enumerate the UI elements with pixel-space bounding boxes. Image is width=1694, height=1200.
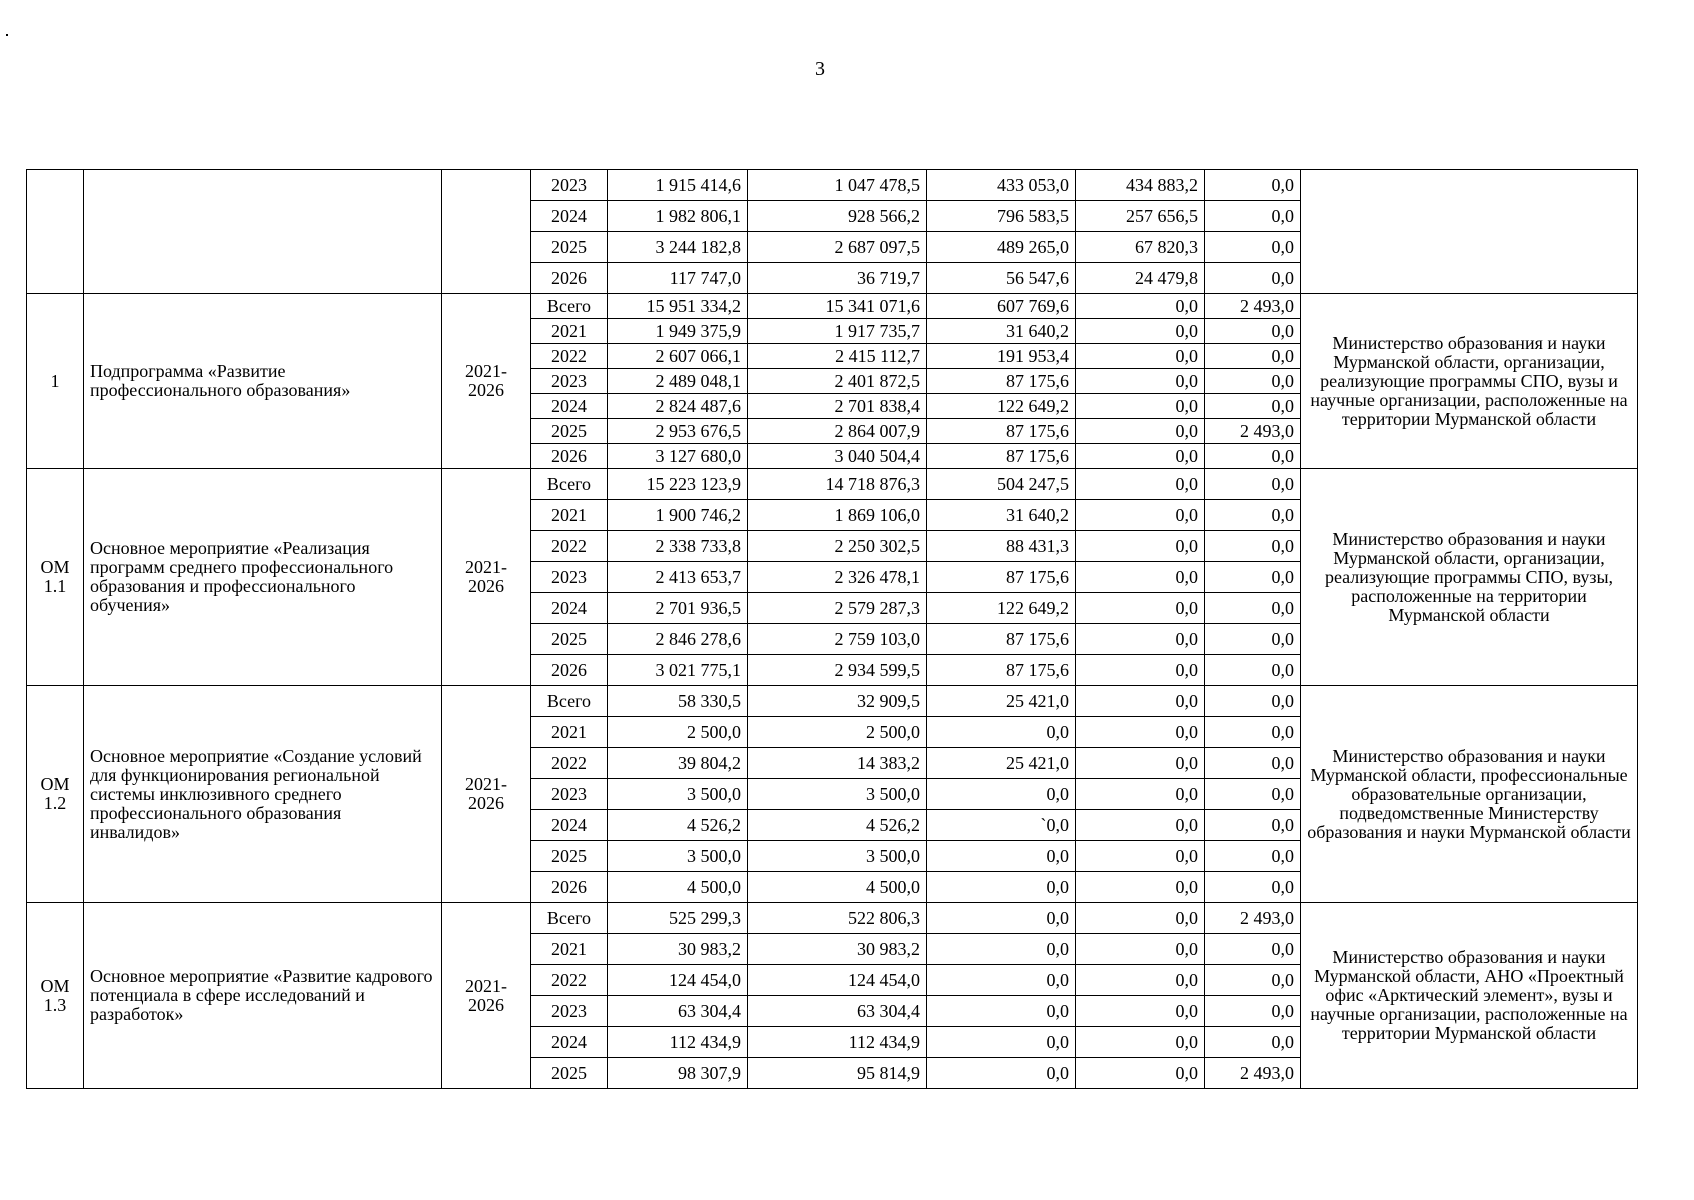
year-cell: 2023	[531, 779, 608, 810]
federal-budget-cell: 0,0	[927, 872, 1076, 903]
total-cell: 2 338 733,8	[608, 531, 748, 562]
local-budget-cell: 0,0	[1076, 319, 1205, 344]
section-name: Подпрограмма «Развитие профессионального образования»	[84, 294, 442, 469]
total-cell: 4 526,2	[608, 810, 748, 841]
regional-budget-cell: 63 304,4	[748, 996, 927, 1027]
year-cell: 2025	[531, 419, 608, 444]
total-cell: 2 607 066,1	[608, 344, 748, 369]
total-cell: 1 900 746,2	[608, 500, 748, 531]
local-budget-cell: 0,0	[1076, 717, 1205, 748]
year-cell: 2021	[531, 500, 608, 531]
regional-budget-cell: 2 759 103,0	[748, 624, 927, 655]
local-budget-cell: 0,0	[1076, 996, 1205, 1027]
federal-budget-cell: 87 175,6	[927, 369, 1076, 394]
other-sources-cell: 0,0	[1205, 996, 1301, 1027]
other-sources-cell: 0,0	[1205, 469, 1301, 500]
section-executor: Министерство образования и науки Мурманской области, АНО «Проектный офис «Арктический элемент», вузы и научные организации, расположенные на территории Мурманской области	[1301, 903, 1638, 1089]
section-number: 1	[27, 294, 84, 469]
table-row	[27, 903, 1638, 934]
other-sources-cell: 0,0	[1205, 263, 1301, 294]
regional-budget-cell: 3 500,0	[748, 841, 927, 872]
section-name: Основное мероприятие «Создание условий для функционирования региональной системы инклюзивного среднего профессионального образования инвалидов»	[84, 686, 442, 903]
scan-speck	[6, 34, 8, 36]
other-sources-cell: 0,0	[1205, 934, 1301, 965]
regional-budget-cell: 2 500,0	[748, 717, 927, 748]
year-cell: Всего	[531, 294, 608, 319]
regional-budget-cell: 4 526,2	[748, 810, 927, 841]
section-executor: Министерство образования и науки Мурманской области, профессиональные образовательные организации, подведомственные Министерству образования и науки Мурманской области	[1301, 686, 1638, 903]
table-row	[27, 686, 1638, 717]
other-sources-cell: 0,0	[1205, 748, 1301, 779]
year-cell: 2023	[531, 562, 608, 593]
regional-budget-cell: 124 454,0	[748, 965, 927, 996]
table-row	[27, 170, 1638, 201]
local-budget-cell: 434 883,2	[1076, 170, 1205, 201]
local-budget-cell: 0,0	[1076, 419, 1205, 444]
federal-budget-cell: 504 247,5	[927, 469, 1076, 500]
other-sources-cell: 0,0	[1205, 394, 1301, 419]
year-cell: 2024	[531, 394, 608, 419]
total-cell: 3 244 182,8	[608, 232, 748, 263]
local-budget-cell: 0,0	[1076, 1027, 1205, 1058]
federal-budget-cell: 191 953,4	[927, 344, 1076, 369]
other-sources-cell: 0,0	[1205, 232, 1301, 263]
year-cell: 2021	[531, 319, 608, 344]
federal-budget-cell: `0,0	[927, 810, 1076, 841]
other-sources-cell: 0,0	[1205, 201, 1301, 232]
year-cell: Всего	[531, 469, 608, 500]
federal-budget-cell: 122 649,2	[927, 394, 1076, 419]
federal-budget-cell: 87 175,6	[927, 655, 1076, 686]
local-budget-cell: 0,0	[1076, 655, 1205, 686]
federal-budget-cell: 0,0	[927, 717, 1076, 748]
table-row	[27, 469, 1638, 500]
federal-budget-cell: 56 547,6	[927, 263, 1076, 294]
year-cell: 2023	[531, 996, 608, 1027]
table-row	[27, 294, 1638, 319]
section-name: Основное мероприятие «Развитие кадрового потенциала в сфере исследований и разработок»	[84, 903, 442, 1089]
other-sources-cell: 0,0	[1205, 686, 1301, 717]
total-cell: 124 454,0	[608, 965, 748, 996]
other-sources-cell: 0,0	[1205, 841, 1301, 872]
federal-budget-cell: 0,0	[927, 903, 1076, 934]
year-cell: 2026	[531, 444, 608, 469]
year-cell: 2026	[531, 263, 608, 294]
year-cell: 2025	[531, 841, 608, 872]
local-budget-cell: 0,0	[1076, 624, 1205, 655]
federal-budget-cell: 87 175,6	[927, 419, 1076, 444]
regional-budget-cell: 112 434,9	[748, 1027, 927, 1058]
federal-budget-cell: 25 421,0	[927, 748, 1076, 779]
section-period: 2021- 2026	[442, 294, 531, 469]
other-sources-cell: 2 493,0	[1205, 1058, 1301, 1089]
regional-budget-cell: 2 579 287,3	[748, 593, 927, 624]
local-budget-cell: 0,0	[1076, 531, 1205, 562]
total-cell: 39 804,2	[608, 748, 748, 779]
year-cell: Всего	[531, 686, 608, 717]
federal-budget-cell: 88 431,3	[927, 531, 1076, 562]
year-cell: 2024	[531, 1027, 608, 1058]
section-number: ОМ 1.1	[27, 469, 84, 686]
local-budget-cell: 0,0	[1076, 934, 1205, 965]
other-sources-cell: 0,0	[1205, 810, 1301, 841]
regional-budget-cell: 36 719,7	[748, 263, 927, 294]
regional-budget-cell: 522 806,3	[748, 903, 927, 934]
section-period: 2021- 2026	[442, 903, 531, 1089]
year-cell: 2024	[531, 810, 608, 841]
regional-budget-cell: 1 869 106,0	[748, 500, 927, 531]
section-number: ОМ 1.3	[27, 903, 84, 1089]
other-sources-cell: 0,0	[1205, 1027, 1301, 1058]
total-cell: 112 434,9	[608, 1027, 748, 1058]
section-executor: Министерство образования и науки Мурманской области, организации, реализующие программы СПО, вузы и научные организации, расположенные на территории Мурманской области	[1301, 294, 1638, 469]
local-budget-cell: 0,0	[1076, 810, 1205, 841]
local-budget-cell: 0,0	[1076, 841, 1205, 872]
federal-budget-cell: 0,0	[927, 841, 1076, 872]
year-cell: 2025	[531, 232, 608, 263]
regional-budget-cell: 1 917 735,7	[748, 319, 927, 344]
year-cell: 2021	[531, 934, 608, 965]
federal-budget-cell: 31 640,2	[927, 319, 1076, 344]
regional-budget-cell: 2 934 599,5	[748, 655, 927, 686]
regional-budget-cell: 2 401 872,5	[748, 369, 927, 394]
regional-budget-cell: 95 814,9	[748, 1058, 927, 1089]
year-cell: 2025	[531, 1058, 608, 1089]
total-cell: 2 489 048,1	[608, 369, 748, 394]
federal-budget-cell: 87 175,6	[927, 444, 1076, 469]
federal-budget-cell: 0,0	[927, 1058, 1076, 1089]
year-cell: 2022	[531, 965, 608, 996]
blank-executor-cell	[1301, 170, 1638, 294]
local-budget-cell: 0,0	[1076, 369, 1205, 394]
regional-budget-cell: 2 415 112,7	[748, 344, 927, 369]
total-cell: 1 915 414,6	[608, 170, 748, 201]
total-cell: 3 021 775,1	[608, 655, 748, 686]
total-cell: 30 983,2	[608, 934, 748, 965]
other-sources-cell: 0,0	[1205, 319, 1301, 344]
regional-budget-cell: 15 341 071,6	[748, 294, 927, 319]
total-cell: 2 953 676,5	[608, 419, 748, 444]
regional-budget-cell: 32 909,5	[748, 686, 927, 717]
total-cell: 3 127 680,0	[608, 444, 748, 469]
year-cell: 2025	[531, 624, 608, 655]
total-cell: 2 500,0	[608, 717, 748, 748]
total-cell: 63 304,4	[608, 996, 748, 1027]
other-sources-cell: 0,0	[1205, 965, 1301, 996]
federal-budget-cell: 25 421,0	[927, 686, 1076, 717]
regional-budget-cell: 14 383,2	[748, 748, 927, 779]
other-sources-cell: 0,0	[1205, 624, 1301, 655]
other-sources-cell: 2 493,0	[1205, 294, 1301, 319]
local-budget-cell: 0,0	[1076, 872, 1205, 903]
federal-budget-cell: 0,0	[927, 934, 1076, 965]
federal-budget-cell: 0,0	[927, 1027, 1076, 1058]
local-budget-cell: 0,0	[1076, 686, 1205, 717]
local-budget-cell: 0,0	[1076, 903, 1205, 934]
total-cell: 98 307,9	[608, 1058, 748, 1089]
federal-budget-cell: 122 649,2	[927, 593, 1076, 624]
other-sources-cell: 0,0	[1205, 369, 1301, 394]
year-cell: Всего	[531, 903, 608, 934]
regional-budget-cell: 4 500,0	[748, 872, 927, 903]
year-cell: 2022	[531, 748, 608, 779]
other-sources-cell: 0,0	[1205, 655, 1301, 686]
total-cell: 58 330,5	[608, 686, 748, 717]
local-budget-cell: 0,0	[1076, 562, 1205, 593]
other-sources-cell: 0,0	[1205, 531, 1301, 562]
page-number: 3	[815, 58, 825, 80]
regional-budget-cell: 2 326 478,1	[748, 562, 927, 593]
local-budget-cell: 0,0	[1076, 394, 1205, 419]
year-cell: 2022	[531, 344, 608, 369]
regional-budget-cell: 2 701 838,4	[748, 394, 927, 419]
local-budget-cell: 0,0	[1076, 469, 1205, 500]
year-cell: 2023	[531, 170, 608, 201]
local-budget-cell: 0,0	[1076, 500, 1205, 531]
federal-budget-cell: 87 175,6	[927, 562, 1076, 593]
total-cell: 2 824 487,6	[608, 394, 748, 419]
regional-budget-cell: 14 718 876,3	[748, 469, 927, 500]
total-cell: 2 846 278,6	[608, 624, 748, 655]
local-budget-cell: 0,0	[1076, 748, 1205, 779]
other-sources-cell: 0,0	[1205, 562, 1301, 593]
other-sources-cell: 0,0	[1205, 444, 1301, 469]
blank-name-cell	[84, 170, 442, 294]
federal-budget-cell: 0,0	[927, 965, 1076, 996]
other-sources-cell: 0,0	[1205, 779, 1301, 810]
regional-budget-cell: 2 687 097,5	[748, 232, 927, 263]
local-budget-cell: 0,0	[1076, 294, 1205, 319]
federal-budget-cell: 31 640,2	[927, 500, 1076, 531]
federal-budget-cell: 489 265,0	[927, 232, 1076, 263]
federal-budget-cell: 0,0	[927, 996, 1076, 1027]
local-budget-cell: 0,0	[1076, 344, 1205, 369]
total-cell: 117 747,0	[608, 263, 748, 294]
total-cell: 15 223 123,9	[608, 469, 748, 500]
year-cell: 2022	[531, 531, 608, 562]
local-budget-cell: 257 656,5	[1076, 201, 1205, 232]
local-budget-cell: 0,0	[1076, 1058, 1205, 1089]
total-cell: 525 299,3	[608, 903, 748, 934]
blank-period-cell	[442, 170, 531, 294]
other-sources-cell: 0,0	[1205, 344, 1301, 369]
regional-budget-cell: 1 047 478,5	[748, 170, 927, 201]
budget-table-body	[27, 170, 1638, 1089]
other-sources-cell: 0,0	[1205, 500, 1301, 531]
year-cell: 2021	[531, 717, 608, 748]
total-cell: 3 500,0	[608, 779, 748, 810]
local-budget-cell: 67 820,3	[1076, 232, 1205, 263]
federal-budget-cell: 0,0	[927, 779, 1076, 810]
blank-num-cell	[27, 170, 84, 294]
federal-budget-cell: 607 769,6	[927, 294, 1076, 319]
regional-budget-cell: 2 250 302,5	[748, 531, 927, 562]
total-cell: 4 500,0	[608, 872, 748, 903]
year-cell: 2024	[531, 593, 608, 624]
other-sources-cell: 2 493,0	[1205, 419, 1301, 444]
total-cell: 2 413 653,7	[608, 562, 748, 593]
regional-budget-cell: 3 500,0	[748, 779, 927, 810]
section-period: 2021- 2026	[442, 469, 531, 686]
year-cell: 2026	[531, 872, 608, 903]
other-sources-cell: 0,0	[1205, 872, 1301, 903]
other-sources-cell: 0,0	[1205, 170, 1301, 201]
federal-budget-cell: 87 175,6	[927, 624, 1076, 655]
section-period: 2021- 2026	[442, 686, 531, 903]
federal-budget-cell: 796 583,5	[927, 201, 1076, 232]
local-budget-cell: 0,0	[1076, 965, 1205, 996]
regional-budget-cell: 30 983,2	[748, 934, 927, 965]
federal-budget-cell: 433 053,0	[927, 170, 1076, 201]
year-cell: 2026	[531, 655, 608, 686]
section-executor: Министерство образования и науки Мурманской области, организации, реализующие программы СПО, вузы, расположенные на территории Мурманской области	[1301, 469, 1638, 686]
local-budget-cell: 0,0	[1076, 444, 1205, 469]
local-budget-cell: 0,0	[1076, 593, 1205, 624]
local-budget-cell: 24 479,8	[1076, 263, 1205, 294]
regional-budget-cell: 2 864 007,9	[748, 419, 927, 444]
total-cell: 1 982 806,1	[608, 201, 748, 232]
regional-budget-cell: 928 566,2	[748, 201, 927, 232]
total-cell: 1 949 375,9	[608, 319, 748, 344]
budget-table	[26, 169, 1638, 1089]
total-cell: 15 951 334,2	[608, 294, 748, 319]
total-cell: 2 701 936,5	[608, 593, 748, 624]
other-sources-cell: 2 493,0	[1205, 903, 1301, 934]
other-sources-cell: 0,0	[1205, 717, 1301, 748]
local-budget-cell: 0,0	[1076, 779, 1205, 810]
regional-budget-cell: 3 040 504,4	[748, 444, 927, 469]
section-name: Основное мероприятие «Реализация программ среднего профессионального образования и профессионального обучения»	[84, 469, 442, 686]
section-number: ОМ 1.2	[27, 686, 84, 903]
total-cell: 3 500,0	[608, 841, 748, 872]
other-sources-cell: 0,0	[1205, 593, 1301, 624]
year-cell: 2024	[531, 201, 608, 232]
year-cell: 2023	[531, 369, 608, 394]
